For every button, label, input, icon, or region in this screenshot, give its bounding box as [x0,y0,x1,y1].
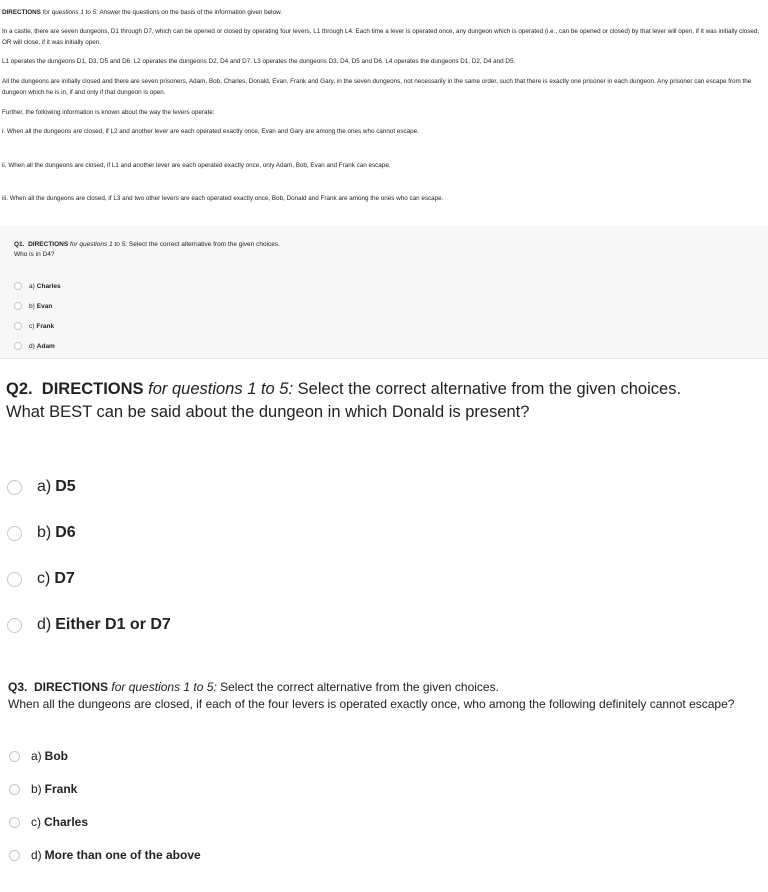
passage-paragraph-1: In a castle, there are seven dungeons, D1 through D7, which can be opened or closed by operating four levers, L1 through L4. Each time a lever is operated once, any dungeon which is operated (i.e., can be opened or closed) by that lever will open, if it was initially closed, OR will close, if it was initially open. [2,28,760,46]
option-text: Evan [36,302,53,310]
directions-label: DIRECTIONS [28,241,69,248]
question-1-header [14,240,280,260]
radio-button[interactable] [9,850,20,861]
condition-number: iii. [2,195,8,202]
option-letter: c) [29,322,35,330]
radio-button[interactable] [14,282,22,290]
radio-button[interactable] [9,817,20,828]
question-3-option-b[interactable] [9,782,77,796]
option-text: Frank [44,782,78,796]
question-3-option-d[interactable] [9,848,201,862]
option-text: Either D1 or D7 [55,616,171,633]
radio-button[interactable] [7,618,22,633]
option-text: More than one of the above [44,848,201,862]
passage-paragraph-2: L1 operates the dungeons D1, D3, D5 and D6. L2 operates the dungeons D2, D4 and D7. L3 operates the dungeons D3, D4, D5 and D6. L4 operates the dungeons D1, D2, D4 and D5. [2,58,516,65]
passage-section [0,0,768,226]
option-text: Charles [36,282,61,290]
option-text: Charles [44,815,89,829]
question-text: Who is in D4? [14,251,55,258]
option-letter: d) [37,616,52,633]
question-3-option-a[interactable] [9,749,68,763]
question-text: When all the dungeons are closed, if each of the four levers is operated exactly once, who among the following definitely cannot escape? [8,697,735,711]
directions-range: for questions 1 to 5: [70,241,128,248]
passage-directions [2,8,766,19]
option-letter: d) [29,342,35,350]
radio-button[interactable] [7,480,22,495]
condition-number: ii. [2,162,7,169]
question-1-option-a[interactable] [14,282,61,290]
directions-text: Select the correct alternative from the given choices. [297,380,682,398]
option-letter: a) [31,749,42,763]
condition-text: When all the dungeons are closed, if L2 and another lever are each operated exactly once, Evan and Gary are among the ones who cannot escape. [6,128,419,135]
condition-text: When all the dungeons are closed, if L1 and another lever are each operated exactly once, only Adam, Bob, Evan and Frank can escape. [8,162,391,169]
question-2-option-c[interactable] [7,570,75,588]
directions-label: DIRECTIONS [2,9,41,16]
option-text: D7 [54,570,75,587]
directions-label: DIRECTIONS [34,680,109,694]
radio-button[interactable] [7,526,22,541]
question-number: Q3. [8,680,28,694]
option-letter: a) [29,282,35,290]
option-letter: b) [29,302,35,310]
question-number: Q2. [6,380,33,398]
question-number: Q1. [14,241,25,248]
option-letter: a) [37,478,52,495]
question-text: What BEST can be said about the dungeon in which Donald is present? [6,403,530,421]
option-text: D6 [55,524,76,541]
directions-range: for questions 1 to 5: [111,680,217,694]
option-letter: b) [31,782,42,796]
question-1-option-d[interactable] [14,342,55,350]
option-text: D5 [55,478,76,495]
question-3-header [8,679,766,713]
option-text: Bob [44,749,68,763]
radio-button[interactable] [14,342,22,350]
question-2-header [6,378,766,424]
directions-text: Select the correct alternative from the given choices. [128,241,280,248]
section-divider [0,358,768,359]
directions-range: for questions 1 to 5: [148,380,294,398]
question-2-option-b[interactable] [7,524,76,542]
condition-item-1 [2,127,766,138]
question-2-option-a[interactable] [7,478,76,496]
option-letter: c) [37,570,51,587]
directions-text: Select the correct alternative from the given choices. [220,680,499,694]
passage-paragraph-4: Further, the following information is known about the way the levers operate: [2,109,215,116]
directions-text: Answer the questions on the basis of the information given below. [99,9,283,16]
radio-button[interactable] [7,572,22,587]
question-3-option-c[interactable] [9,815,88,829]
option-text: Frank [36,322,55,330]
option-letter: c) [31,815,41,829]
option-letter: b) [37,524,52,541]
option-letter: d) [31,848,42,862]
radio-button[interactable] [9,784,20,795]
directions-range: for questions 1 to 5: [42,9,98,16]
question-1-option-c[interactable] [14,322,54,330]
radio-button[interactable] [14,322,22,330]
radio-button[interactable] [14,302,22,310]
passage-paragraph-3: All the dungeons are initially closed and there are seven prisoners, Adam, Bob, Charles, Donald, Evan, Frank and Gary, in the seven dungeons, not necessarily in the same order, such that there is exactly one prisoner in each dungeon. Any prisoner can escape from the dungeon which he is in, if and only if that dungeon is open. [2,78,752,96]
question-1-card [0,226,768,358]
question-2-option-d[interactable] [7,616,171,634]
condition-item-3 [2,194,766,205]
condition-text: When all the dungeons are closed, if L3 and two other levers are each operated exactly once, Bob, Donald and Frank are among the ones who can escape. [9,195,444,202]
question-1-option-b[interactable] [14,302,52,310]
option-text: Adam [36,342,55,350]
condition-number: i. [2,128,6,135]
directions-label: DIRECTIONS [41,380,144,398]
condition-item-2 [2,161,766,172]
radio-button[interactable] [9,751,20,762]
